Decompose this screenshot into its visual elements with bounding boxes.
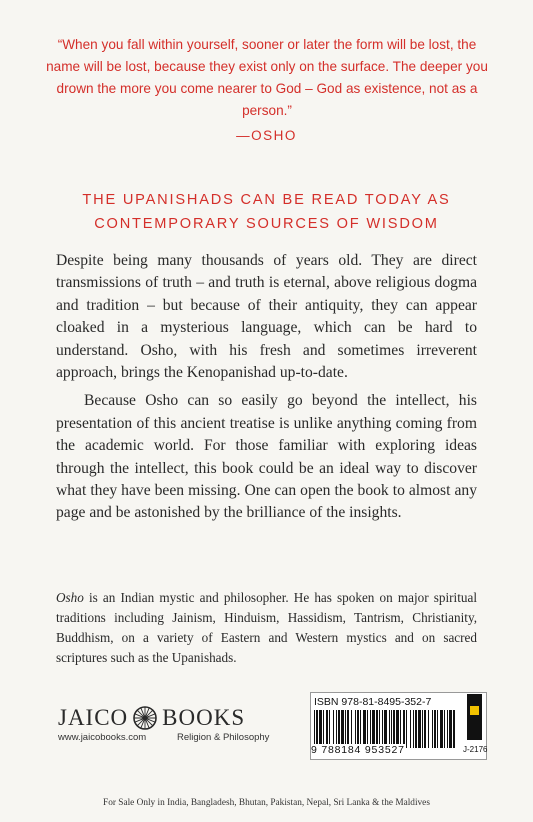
headline-line-1: THE UPANISHADS CAN BE READ TODAY AS <box>82 192 451 208</box>
sales-territory-note: For Sale Only in India, Bangladesh, Bhutan, Pakistan, Nepal, Sri Lanka & the Maldives <box>103 798 430 808</box>
book-category: Religion & Philosophy <box>177 732 270 743</box>
publisher-mark-icon <box>467 694 482 740</box>
blurb-paragraph-2: Because Osho can so easily go beyond the intellect, his presentation of this ancient treatise is unlike anything coming from the academic world. For those familiar with exploring ideas through the intellect, this book could be an ideal way to discover what they have been missing. One can open the book to almost any page and be astonished by the brilliance of the insights. <box>56 392 477 522</box>
epigraph-quote: “When you fall within yourself, sooner or later the form will be lost, the name will be lost, because they exist only on the surface. The deeper you drown the more you come nearer to God – God as existence, not as a person.” <box>46 37 488 118</box>
author-bio-text: is an Indian mystic and philosopher. He has spoken on major spiritual traditions including Jainism, Hinduism, Hassidism, Tantrism, Christianity, Buddhism, on a variety of Eastern and Western mystics and on sacred scriptures such as the Upanishads. <box>56 590 477 665</box>
author-name: Osho <box>56 590 84 605</box>
blurb-body <box>56 250 477 531</box>
barcode-number: 9 788184 953527 <box>311 744 405 756</box>
publisher-code: J-2176 <box>463 745 488 754</box>
publisher-name-left: JAICO <box>58 705 129 730</box>
headline <box>30 188 503 236</box>
publisher-name-right: BOOKS <box>162 705 246 730</box>
publisher-website: www.jaicobooks.com <box>58 732 147 743</box>
quote-attribution: —OSHO <box>236 128 297 143</box>
author-bio <box>56 588 477 668</box>
barcode-icon <box>314 710 456 748</box>
wheel-icon <box>133 706 157 730</box>
publisher-logo <box>58 705 245 731</box>
headline-line-2: CONTEMPORARY SOURCES OF WISDOM <box>94 216 439 232</box>
isbn-label: ISBN 978-81-8495-352-7 <box>314 696 432 708</box>
blurb-paragraph-1: Despite being many thousands of years old. They are direct transmissions of truth – and truth is eternal, above religious dogma and tradition – but because of their antiquity, they can appear cloaked in a mysterious language, which can be hard to understand. Osho, with his fresh and sometimes irreverent approach, brings the Kenopanishad up-to-date. <box>56 252 477 382</box>
